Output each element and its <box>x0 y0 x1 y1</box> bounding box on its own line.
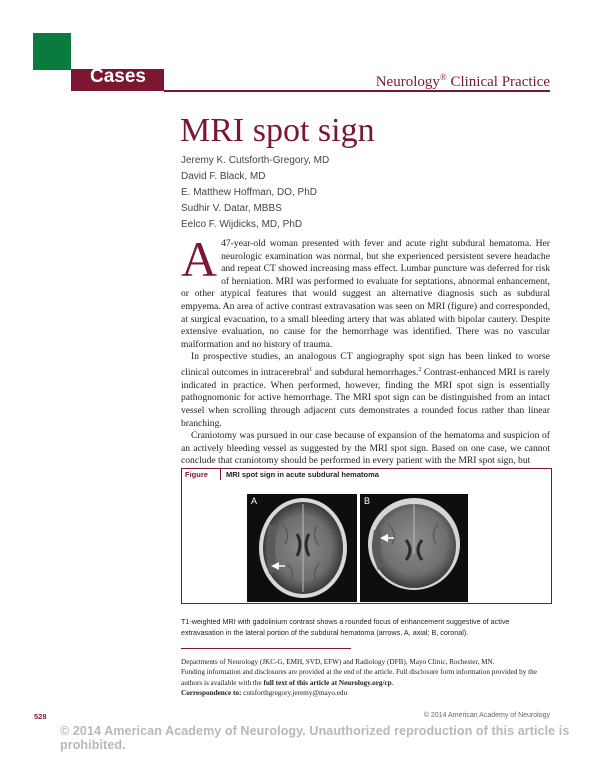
citation-1[interactable]: 1 <box>309 366 313 373</box>
affiliation-note: Departments of Neurology (JKC-G, EMH, SVD, EFW) and Radiology (DFB), Mayo Clinic, Rochester, MN. <box>181 658 495 666</box>
journal-name <box>376 72 550 91</box>
copyright-notice: © 2014 American Academy of Neurology <box>423 712 550 719</box>
page-number: 528 <box>34 712 47 721</box>
citation-2[interactable]: 2 <box>418 366 422 373</box>
mri-axial-drawing <box>247 494 357 602</box>
funding-end: . <box>391 678 394 687</box>
correspondence-note <box>181 688 550 698</box>
author: David F. Black, MD <box>181 171 266 182</box>
author: Eelco F. Wijdicks, MD, PhD <box>181 219 303 230</box>
paragraph-2-text-a: In prospective studies, an analogous CT angiography spot sign has been linked to worse clinical outcomes in intracerebral <box>181 351 550 379</box>
paragraph-1-text: 47-year-old woman presented with fever and acute right subdural hematoma. Her neurologic examination was normal, but she experienced persistent severe headache and repeat CT showed increasing mass effect. Lumbar puncture was deferred for risk of herniation. MRI was performed to evaluate for septations, abnormal enhancement, or other atypical features that would suggest an alternative diagnosis such as subdural empyema. An area of active contrast extravasation was seen on MRI (figure) and corresponded, at surgical evacuation, to a small bleeding artery that was ablated with bipolar cautery. Despite extensive evaluation, no cause for the hemorrhage was identified. There was no vascular malformation and no history of trauma. <box>181 238 550 350</box>
footnotes <box>181 657 550 699</box>
figure-label: Figure <box>185 470 208 479</box>
journal-reg-mark: ® <box>439 72 447 82</box>
paragraph-1 <box>181 231 550 351</box>
panel-label-b: B <box>364 496 371 506</box>
mri-coronal-image <box>360 494 468 602</box>
funding-text: Funding information and disclosures are provided at the end of the article. Full disclosure form information provided by the authors is available with the <box>181 668 537 687</box>
mri-axial-image <box>247 494 357 602</box>
figure-header-divider <box>220 468 221 480</box>
article-body <box>181 231 550 468</box>
correspondence-email[interactable]: cutsforthgregory.jeremy@mayo.edu <box>241 689 348 698</box>
figure-caption: T1-weighted MRI with gadolinium contrast shows a rounded focus of enhancement suggestive of active extravasation in the lateral portion of the subdural hematoma (arrows, A, axial; B, coronal). <box>181 617 510 637</box>
figure-title: MRI spot sign in acute subdural hematoma <box>226 470 379 479</box>
reproduction-watermark: © 2014 American Academy of Neurology. Unauthorized reproduction of this article is prohibited. <box>60 724 570 752</box>
author: Sudhir V. Datar, MBBS <box>181 203 282 214</box>
paragraph-3 <box>181 430 550 468</box>
journal-name-rest: Clinical Practice <box>446 74 550 90</box>
article-title: MRI spot sign <box>180 112 375 149</box>
funding-note <box>181 667 550 688</box>
author-list <box>181 153 329 233</box>
paragraph-2 <box>181 351 550 430</box>
drop-cap: A <box>181 231 218 287</box>
author: E. Matthew Hoffman, DO, PhD <box>181 187 317 198</box>
correspondence-label: Correspondence to: <box>181 689 242 698</box>
journal-green-block <box>33 33 71 70</box>
section-label: Cases <box>90 66 146 87</box>
mri-coronal-drawing <box>360 494 468 602</box>
full-text-link[interactable]: full text of this article at Neurology.org/cp <box>263 678 392 687</box>
panel-label-a: A <box>251 496 258 506</box>
journal-name-main: Neurology <box>375 74 440 90</box>
paragraph-2-text-b: and subdural hemorrhages. <box>312 367 419 379</box>
footnote-rule <box>181 648 351 649</box>
author: Jeremy K. Cutsforth-Gregory, MD <box>181 155 330 166</box>
paragraph-2-text-c: Contrast-enhanced MRI is rarely indicated in practice. When performed, however, finding the MRI spot sign is essentially pathognomonic for active hemorrhage. The MRI spot sign can be distinguished from an intact vessel when scrolling through adjacent cuts demonstrates a rounded focus rather than linear branching. <box>181 367 550 429</box>
paragraph-3-text: Craniotomy was pursued in our case because of expansion of the hematoma and suspicion of an actively bleeding vessel as suggested by the MRI spot sign. Based on one case, we cannot conclude that craniotomy should be performed in every patient with the MRI spot sign, but <box>181 430 550 467</box>
